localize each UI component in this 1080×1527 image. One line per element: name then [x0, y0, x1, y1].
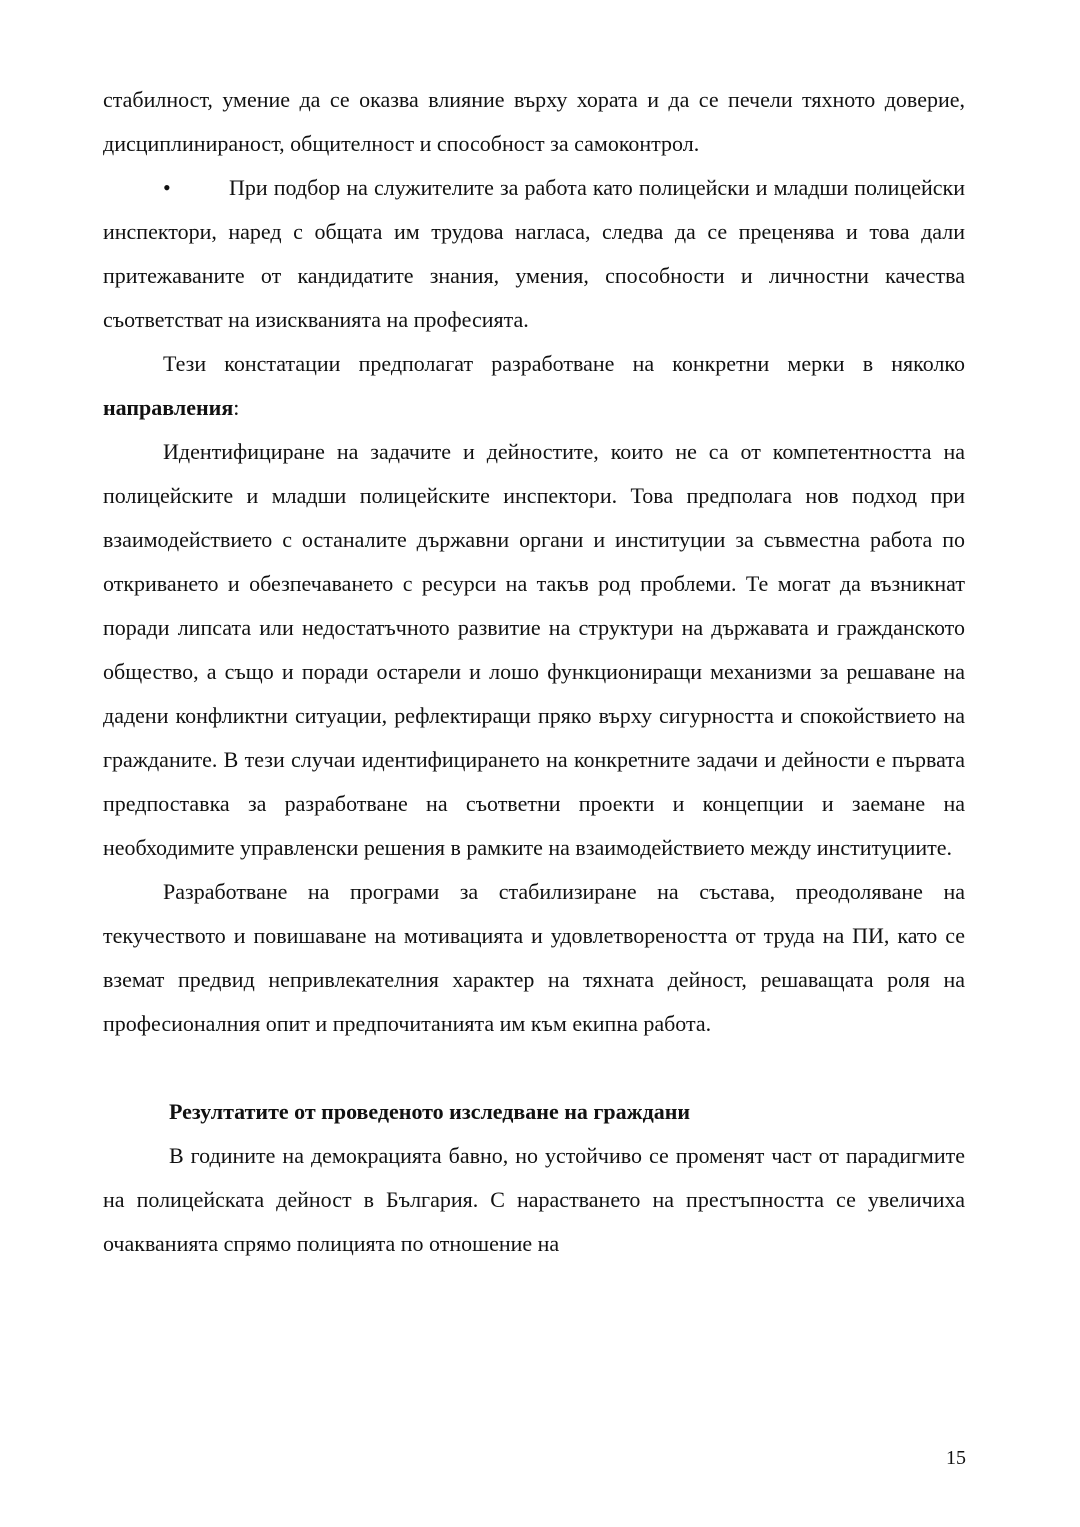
directions-bold-term: направления: [103, 395, 234, 420]
document-body: [103, 78, 965, 1266]
paragraph-democracy: В годините на демокрацията бавно, но устойчиво се променят част от парадигмите на полицейската дейност в България. С нарастването на престъпността се увеличиха очакванията спрямо полицията по отношение на: [103, 1143, 965, 1256]
directions-text: Тези констатации предполагат разработване на конкретни мерки в няколко: [163, 351, 965, 376]
section-heading: Резултатите от проведеното изследване на граждани: [169, 1099, 691, 1124]
paragraph-directions: [103, 342, 965, 430]
bullet-text: При подбор на служителите за работа като полицейски и младши полицейски инспектори, наред с общата им трудова нагласа, следва да се преценява и това дали притежаваните от кандидатите знания, умения, способности и личностни качества съответстват на изискванията на професията.: [103, 175, 965, 332]
directions-colon: :: [233, 395, 240, 420]
bullet-paragraph: [103, 166, 965, 342]
paragraph-identification: Идентифициране на задачите и дейностите, които не са от компетентността на полицейските и младши полицейските инспектори. Това предполага нов подход при взаимодействието с останалите държавни органи и институции за съвместна работа по откриването и обезпечаването с ресурси на такъв род проблеми. Те могат да възникнат поради липсата или недостатъчното развитие на структури на държавата и гражданското общество, а също и поради остарели и лошо функциониращи механизми за решаване на дадени конфликтни ситуации, рефлектиращи пряко върху сигурността и спокойствието на гражданите. В тези случаи идентифицирането на конкретните задачи и дейности е първата предпоставка за разработване на съответни проекти и концепции и заемане на необходимите управленски решения в рамките на взаимодействието между институциите.: [103, 439, 965, 860]
paragraph-programs: Разработване на програми за стабилизиране на състава, преодоляване на текучеството и повишаване на мотивацията и удовлетвореността от труда на ПИ, като се вземат предвид непривлекателния характер на тяхната дейност, решаващата роля на професионалния опит и предпочитанията им към екипна работа.: [103, 879, 965, 1036]
paragraph-continuation: стабилност, умение да се оказва влияние върху хората и да се печели тяхното доверие, дисциплинираност, общителност и способност за самоконтрол.: [103, 87, 965, 156]
page-number: 15: [946, 1447, 966, 1469]
bullet-icon: •: [163, 175, 171, 200]
